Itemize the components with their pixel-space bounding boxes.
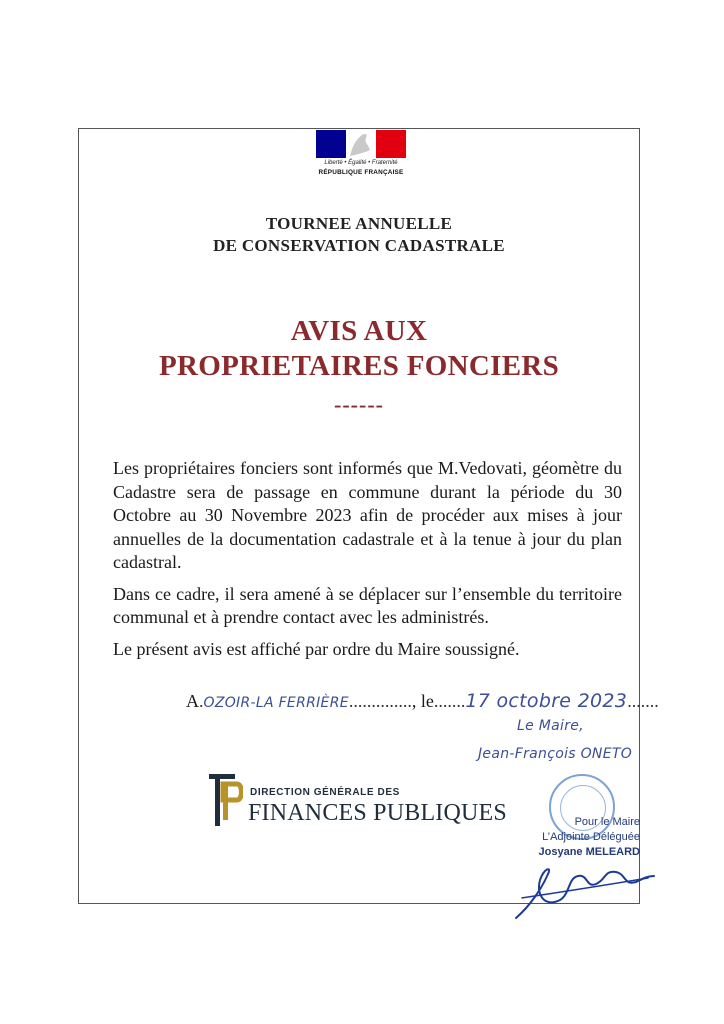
stamp-line3: Josyane MELEARD: [538, 846, 640, 858]
body-paragraph-2: Dans ce cadre, il sera amené à se déplacer sur l’ensemble du territoire communal et à prendre contact avec les administrés.: [113, 583, 622, 627]
title-separator: ------: [334, 392, 384, 417]
tricolor-flag-icon: [316, 130, 406, 158]
stamp-line1: Pour le Maire: [574, 816, 640, 828]
dgfip-logo-icon: [203, 770, 243, 830]
dgfip-title-line2: FINANCES PUBLIQUES: [248, 800, 507, 826]
ink-signature-icon: [508, 858, 658, 926]
notice-body: [113, 457, 622, 661]
dgfip-title-line1: DIRECTION GÉNÉRALE DES: [250, 787, 400, 798]
dateline-prefix: A: [186, 691, 199, 711]
header-title-line1: TOURNEE ANNUELLE: [265, 214, 453, 233]
dateline: A.OZOIR-LA FERRIÈRE.............., le.......17 octobre 2023.......: [186, 690, 659, 712]
dateline-middle: , le: [411, 691, 434, 711]
republic-name: RÉPUBLIQUE FRANÇAISE: [318, 169, 404, 176]
header-title-line2: DE CONSERVATION CADASTRALE: [213, 236, 505, 255]
handwritten-mayor-title: Le Maire,: [517, 718, 584, 734]
body-paragraph-1: Les propriétaires fonciers sont informés que M.Vedovati, géomètre du Cadastre sera de passage en commune durant la période du 30 Octobre au 30 Novembre 2023 afin de procéder aux mises à jour annuelles de la documentation cadastrale et à la tenue à jour du plan cadastral.: [113, 458, 622, 572]
notice-title-line2: PROPRIETAIRES FONCIERS: [158, 350, 560, 382]
stamp-line2: L’Adjointe Déléguée: [542, 831, 640, 843]
body-paragraph-3: Le présent avis est affiché par ordre du Maire soussigné.: [113, 638, 520, 659]
marianne-logo: [316, 130, 406, 182]
handwritten-mayor-name: Jean-François ONETO: [478, 746, 633, 762]
notice-title-line1: AVIS AUX: [290, 315, 428, 347]
republic-motto: Liberté • Égalité • Fraternité: [324, 160, 398, 166]
handwritten-date: 17 octobre 2023: [465, 690, 628, 712]
handwritten-place: OZOIR-LA FERRIÈRE: [203, 695, 349, 711]
